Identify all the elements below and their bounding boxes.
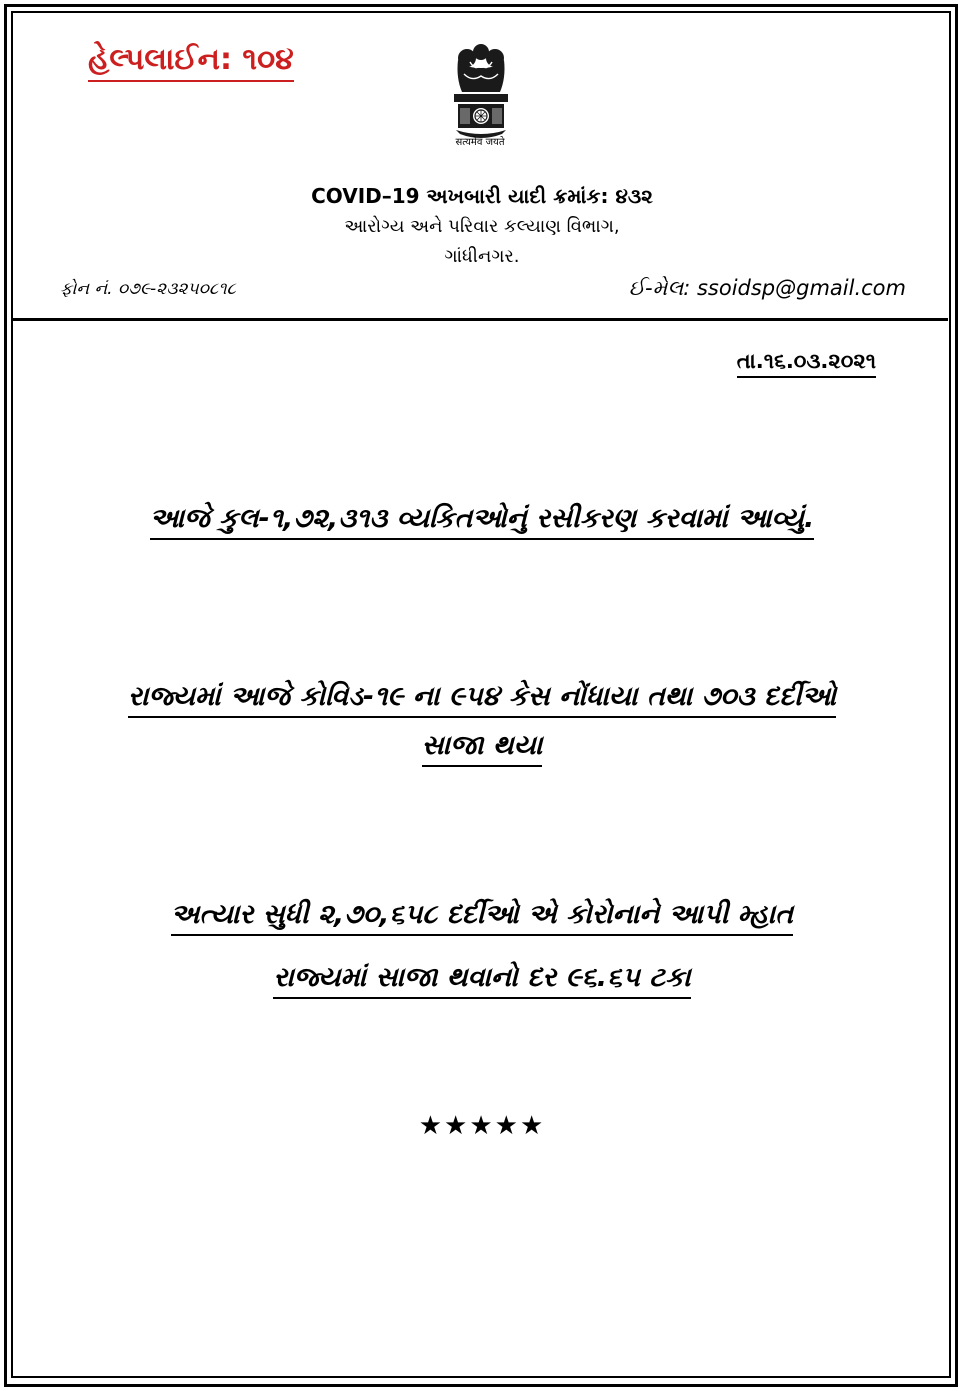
total-recovered-text: અત્યાર સુધી ૨,૭૦,૬૫૮ દર્દીઓ એ કોરોનાને આપી મ્હાત	[171, 899, 793, 936]
recovered-statement	[0, 730, 964, 762]
emblem-motto: सत्यमेव जयते	[455, 137, 505, 148]
phone-number: ફોન નં. ૦૭૯-૨૩૨૫૦૮૧૮	[60, 279, 236, 299]
department-name: આરોગ્ય અને પરિવાર કલ્યાણ વિભાગ,	[344, 216, 620, 237]
recovery-rate-statement	[0, 962, 964, 994]
vaccination-statement	[0, 503, 964, 535]
new-cases-text: રાજ્યમાં આજે કોવિડ-૧૯ ના ૯૫૪ કેસ નોંધાયા તથા ૭૦૩ દર્દીઓ	[128, 681, 836, 718]
recovered-text: સાજા થયા	[422, 730, 543, 767]
vaccination-text: આજે કુલ-૧,૭૨,૩૧૩ વ્યકિતઓનું રસીકરણ કરવામાં આવ્યું.	[150, 503, 814, 540]
header-divider	[12, 318, 948, 321]
helpline-number: હેલ્પલાઈન: ૧૦૪	[88, 42, 294, 82]
email-address[interactable]: ઈ-મેલ: ssoidsp@gmail.com	[628, 276, 906, 300]
city-name: ગાંધીનગર.	[444, 246, 520, 267]
recovery-rate-text: રાજ્યમાં સાજા થવાનો દર ૯૬.૬૫ ટકા	[273, 962, 690, 999]
total-recovered-statement	[0, 899, 964, 931]
press-release-title: COVID–19 અખબારી યાદી ક્રમાંક: ૪૩૨	[311, 184, 653, 208]
release-date: તા.૧૬.૦૩.૨૦૨૧	[737, 349, 876, 378]
end-stars: ★★★★★	[418, 1111, 546, 1141]
new-cases-statement	[0, 681, 964, 713]
